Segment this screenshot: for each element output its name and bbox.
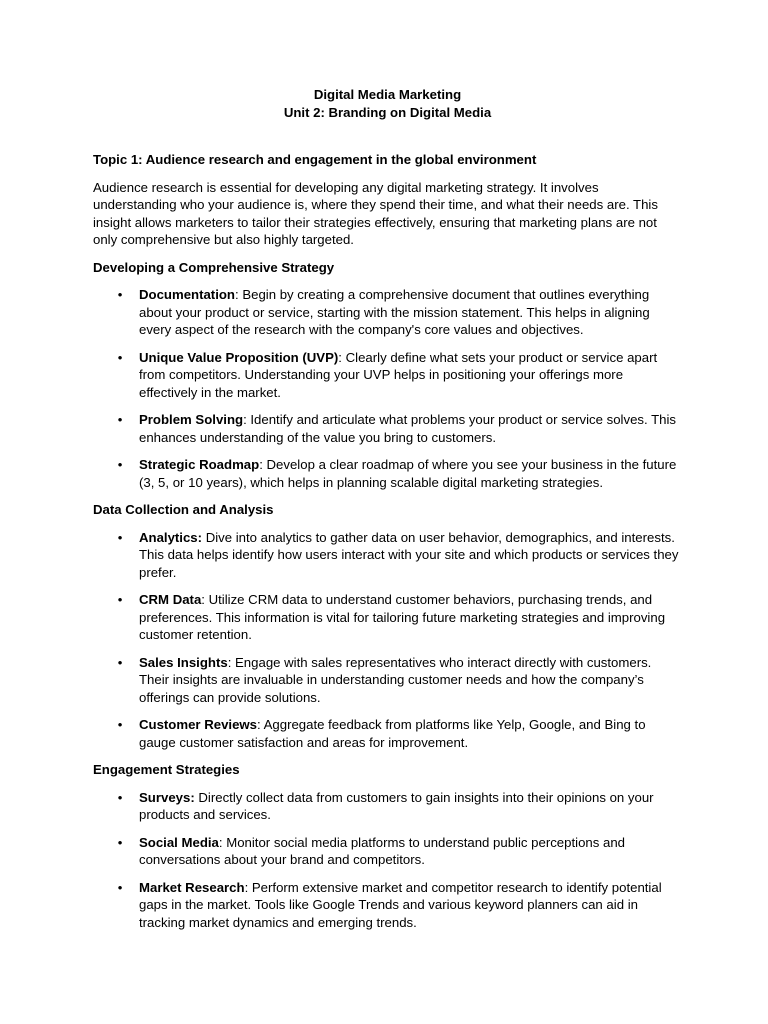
list-item	[93, 834, 682, 869]
item-term: Customer Reviews	[139, 717, 257, 732]
bullet-icon: •	[117, 879, 123, 895]
item-text: Engage with sales representatives who interact directly with customers. Their insights are invaluable in understanding customer needs and how the company’s offerings can provide solutions.	[139, 654, 652, 705]
bullet-list	[93, 789, 682, 932]
bullet-icon: •	[117, 529, 123, 545]
intro-paragraph: Audience research is essential for developing any digital marketing strategy. It involves understanding who your audience is, where they spend their time, and what their needs are. This insight allows marketers to tailor their strategies effectively, ensuring that marketing plans are not only comprehensive but also highly targeted.	[93, 179, 658, 247]
item-text: Clearly define what sets your product or service apart from competitors. Understanding your UVP helps in positioning your offerings more effectively in the market.	[139, 349, 658, 400]
item-separator: :	[227, 654, 236, 670]
bullet-icon: •	[117, 789, 123, 805]
item-term: Unique Value Proposition (UVP)	[139, 349, 339, 365]
bullet-list	[93, 529, 682, 752]
item-separator: :	[257, 717, 264, 732]
item-text: Directly collect data from customers to gain insights into their opinions on your products and services.	[139, 789, 654, 822]
item-term: Surveys:	[139, 789, 195, 805]
bullet-icon: •	[117, 349, 123, 365]
list-item	[93, 349, 682, 402]
list-item	[93, 286, 682, 339]
item-text: Utilize CRM data to understand customer behaviors, purchasing trends, and preferences. This information is vital for tailoring future marketing strategies and improving customer retention.	[139, 592, 666, 642]
bullet-icon: •	[117, 287, 123, 302]
document-title-block	[93, 86, 682, 121]
item-separator: :	[243, 412, 251, 427]
item-separator: :	[234, 287, 243, 302]
item-text: Begin by creating a comprehensive document that outlines everything about your product or service, starting with the mission statement. This helps in aligning every aspect of the research with the company's core values and objectives.	[139, 287, 650, 337]
section-heading: Engagement Strategies	[93, 762, 240, 777]
list-item	[93, 411, 682, 446]
list-item	[93, 654, 682, 707]
item-term: Analytics:	[139, 529, 203, 545]
topic-heading: Topic 1: Audience research and engagement in the global environment	[93, 152, 537, 167]
list-item	[93, 529, 682, 582]
bullet-icon: •	[117, 592, 123, 607]
item-separator: :	[244, 879, 252, 895]
item-text: Identify and articulate what problems your product or service solves. This enhances understanding of the value you bring to customers.	[139, 412, 677, 445]
list-item	[93, 591, 682, 644]
section-heading: Data Collection and Analysis	[93, 502, 274, 517]
item-separator: :	[218, 834, 227, 850]
item-text: Develop a clear roadmap of where you see your business in the future (3, 5, or 10 years), which helps in planning scalable digital marketing strategies.	[139, 457, 677, 490]
item-term: Social Media	[139, 834, 219, 850]
item-text: Monitor social media platforms to understand public perceptions and conversations about your brand and competitors.	[139, 834, 625, 867]
item-term: Problem Solving	[139, 412, 244, 427]
item-separator: :	[259, 457, 267, 472]
bullet-icon: •	[117, 717, 123, 732]
unit-title: Unit 2: Branding on Digital Media	[283, 104, 492, 120]
item-separator: :	[338, 349, 346, 365]
item-term: Sales Insights	[139, 654, 228, 670]
document-title: Digital Media Marketing	[313, 87, 462, 102]
item-term: CRM Data	[139, 592, 202, 607]
section-heading: Developing a Comprehensive Strategy	[93, 259, 335, 275]
item-term: Market Research	[139, 879, 245, 895]
item-term: Documentation	[139, 287, 235, 302]
bullet-icon: •	[117, 834, 123, 850]
item-text: Perform extensive market and competitor research to identify potential gaps in the market. Tools like Google Trends and various keyword planners can aid in tracking market dynamics and emerging trends.	[139, 879, 662, 930]
list-item	[93, 789, 682, 824]
item-text: Dive into analytics to gather data on user behavior, demographics, and interests. This data helps identify how users interact with your site and which products or services they prefer.	[139, 529, 679, 580]
list-item	[93, 456, 682, 491]
bullet-icon: •	[117, 412, 123, 427]
list-item	[93, 716, 682, 751]
bullet-list	[93, 286, 682, 491]
bullet-icon: •	[117, 457, 123, 472]
bullet-icon: •	[117, 654, 123, 670]
item-text: Aggregate feedback from platforms like Yelp, Google, and Bing to gauge customer satisfaction and areas for improvement.	[139, 717, 646, 750]
item-term: Strategic Roadmap	[139, 457, 260, 472]
item-separator: :	[201, 592, 209, 607]
list-item	[93, 879, 682, 932]
